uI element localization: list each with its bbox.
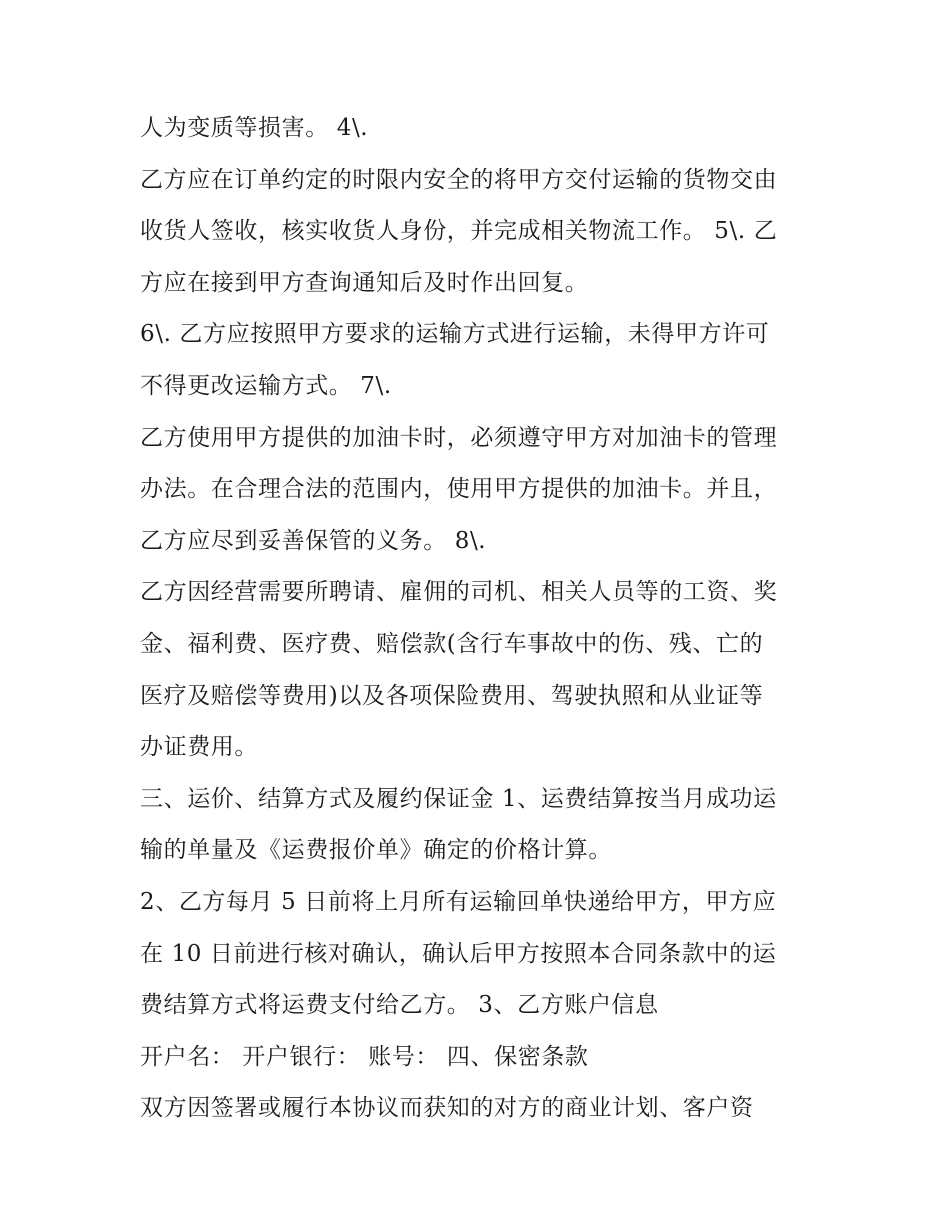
text-line: 6\. 乙方应按照甲方要求的运输方式进行运输，未得甲方许可 [140, 321, 770, 348]
text-line: 医疗及赔偿等费用)以及各项保险费用、驾驶执照和从业证等 [140, 682, 764, 709]
text-line: 输的单量及《运费报价单》确定的价格计算。 [140, 837, 612, 864]
text-line: 方应在接到甲方查询通知后及时作出回复。 [140, 269, 589, 296]
text-line: 2、乙方每月 5 日前将上月所有运输回单快递给甲方，甲方应 [140, 888, 777, 915]
text-line: 费结算方式将运费支付给乙方。 3、乙方账户信息 [140, 992, 659, 1019]
text-line: 乙方使用甲方提供的加油卡时，必须遵守甲方对加油卡的管理 [140, 424, 778, 451]
document-body [140, 103, 820, 1135]
text-line: 收货人签收，核实收货人身份，并完成相关物流工作。 5\. 乙 [140, 218, 778, 245]
text-line: 办法。在合理合法的范围内，使用甲方提供的加油卡。并且， [140, 476, 778, 503]
text-line: 在 10 日前进行核对确认，确认后甲方按照本合同条款中的运 [140, 940, 777, 967]
text-line: 三、运价、结算方式及履约保证金 1、运费结算按当月成功运 [140, 785, 777, 812]
text-line: 乙方应尽到妥善保管的义务。 8\. [140, 527, 487, 554]
text-line: 人为变质等损害。 4\. [140, 115, 369, 141]
text-line: 办证费用。 [140, 734, 258, 761]
text-line: 开户名： 开户银行： 账号： 四、保密条款 [140, 1043, 589, 1070]
text-line: 乙方应在订单约定的时限内安全的将甲方交付运输的货物交由 [140, 166, 778, 193]
text-line: 金、福利费、医疗费、赔偿款(含行车事故中的伤、残、亡的 [140, 630, 764, 657]
text-line: 不得更改运输方式。 7\. [140, 372, 392, 399]
text-line: 乙方因经营需要所聘请、雇佣的司机、相关人员等的工资、奖 [140, 579, 778, 606]
text-line: 双方因签署或履行本协议而获知的对方的商业计划、客户资 [140, 1095, 754, 1122]
